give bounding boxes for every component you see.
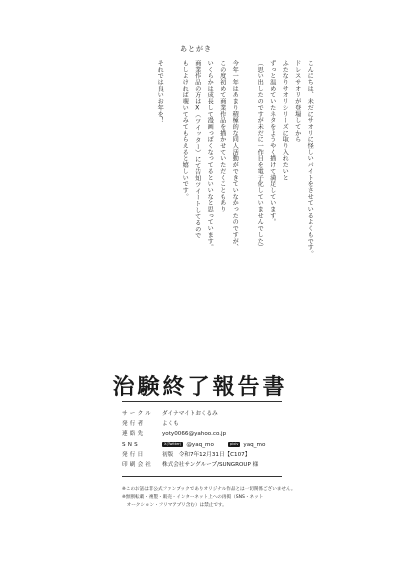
x-twitter-handle[interactable]: @yaq_mo [186, 441, 214, 448]
info-row-circle [122, 409, 302, 419]
info-row-contact [122, 429, 302, 439]
afterword-line: この度初めて商業作品を描かせていただくこともあり [218, 60, 226, 213]
afterword-line: 今年一年はあまり積極的な同人活動ができていなかったのですが、 [231, 60, 239, 251]
afterword-line: もしよければ覗いてみてもらえると嬉しいです。 [181, 60, 189, 200]
afterword-title: あとがき [180, 45, 212, 53]
circle-label: サークル [122, 411, 154, 417]
pixiv-handle[interactable]: yaq_mo [243, 441, 266, 448]
note-line: ※このお話は非公式ファンブックでありオリジナル作品とは一切関係ございません。 [122, 487, 296, 492]
publisher-label: 発行者 [122, 421, 146, 428]
note-line: オークション・フリマアプリ含む）は禁止です。 [122, 503, 227, 509]
date-value: 初版 令和7年12月31日【C107】 [162, 451, 251, 458]
afterword-line: こんにちは、未だにサオリに怪しいバイトをさせているよくもです。 [306, 60, 314, 257]
contact-email[interactable]: yoty0066@yahoo.co.jp [162, 431, 227, 438]
sns-values [162, 440, 265, 450]
afterword-line: ドレスサオリが登場してから [293, 60, 301, 143]
note-line: ※無断転載・複製・販売・インターネット上への再掲（SNS・ネット [122, 495, 264, 501]
disclaimer-notes [122, 486, 296, 511]
afterword-line: いくらかは成長して漫画っぽくなってるといいなと思っています。 [206, 60, 214, 251]
info-row-printer [122, 460, 302, 470]
afterword-line: それでは良いお年を！ [156, 60, 164, 124]
info-row-date [122, 450, 302, 460]
circle-value: ダイナマイトおくるみ [162, 411, 218, 417]
afterword-line: ずっと温めていたネタをようやく描けて満足しています。 [268, 60, 276, 226]
publisher-value: よくも [162, 421, 179, 428]
afterword-line: （思い出したのですが未だに一作目を電子化していませんでした） [256, 60, 264, 251]
pixiv-badge: pixiv [229, 442, 239, 447]
info-row-sns [122, 440, 302, 450]
date-label: 発行日 [122, 451, 146, 458]
divider-top [122, 401, 282, 402]
afterword-line: ふたなりサオリシリーズに取り入れたいと [281, 60, 289, 181]
afterword-line: 商業作品の方はX（ツイッター）にて告知ツイートしてるので [193, 60, 201, 239]
info-row-publisher [122, 419, 302, 429]
publication-info [122, 409, 302, 470]
printer-label: 印刷会社 [122, 462, 154, 469]
colophon-title: 治験終了報告書 [112, 374, 288, 400]
printer-value: 株式会社サングループ/SUNGROUP 様 [162, 462, 259, 469]
divider-bottom [122, 476, 282, 477]
x-twitter-badge: X(Twitter) [164, 442, 182, 447]
contact-label: 連絡先 [122, 431, 146, 438]
sns-label: SNS [122, 441, 140, 448]
